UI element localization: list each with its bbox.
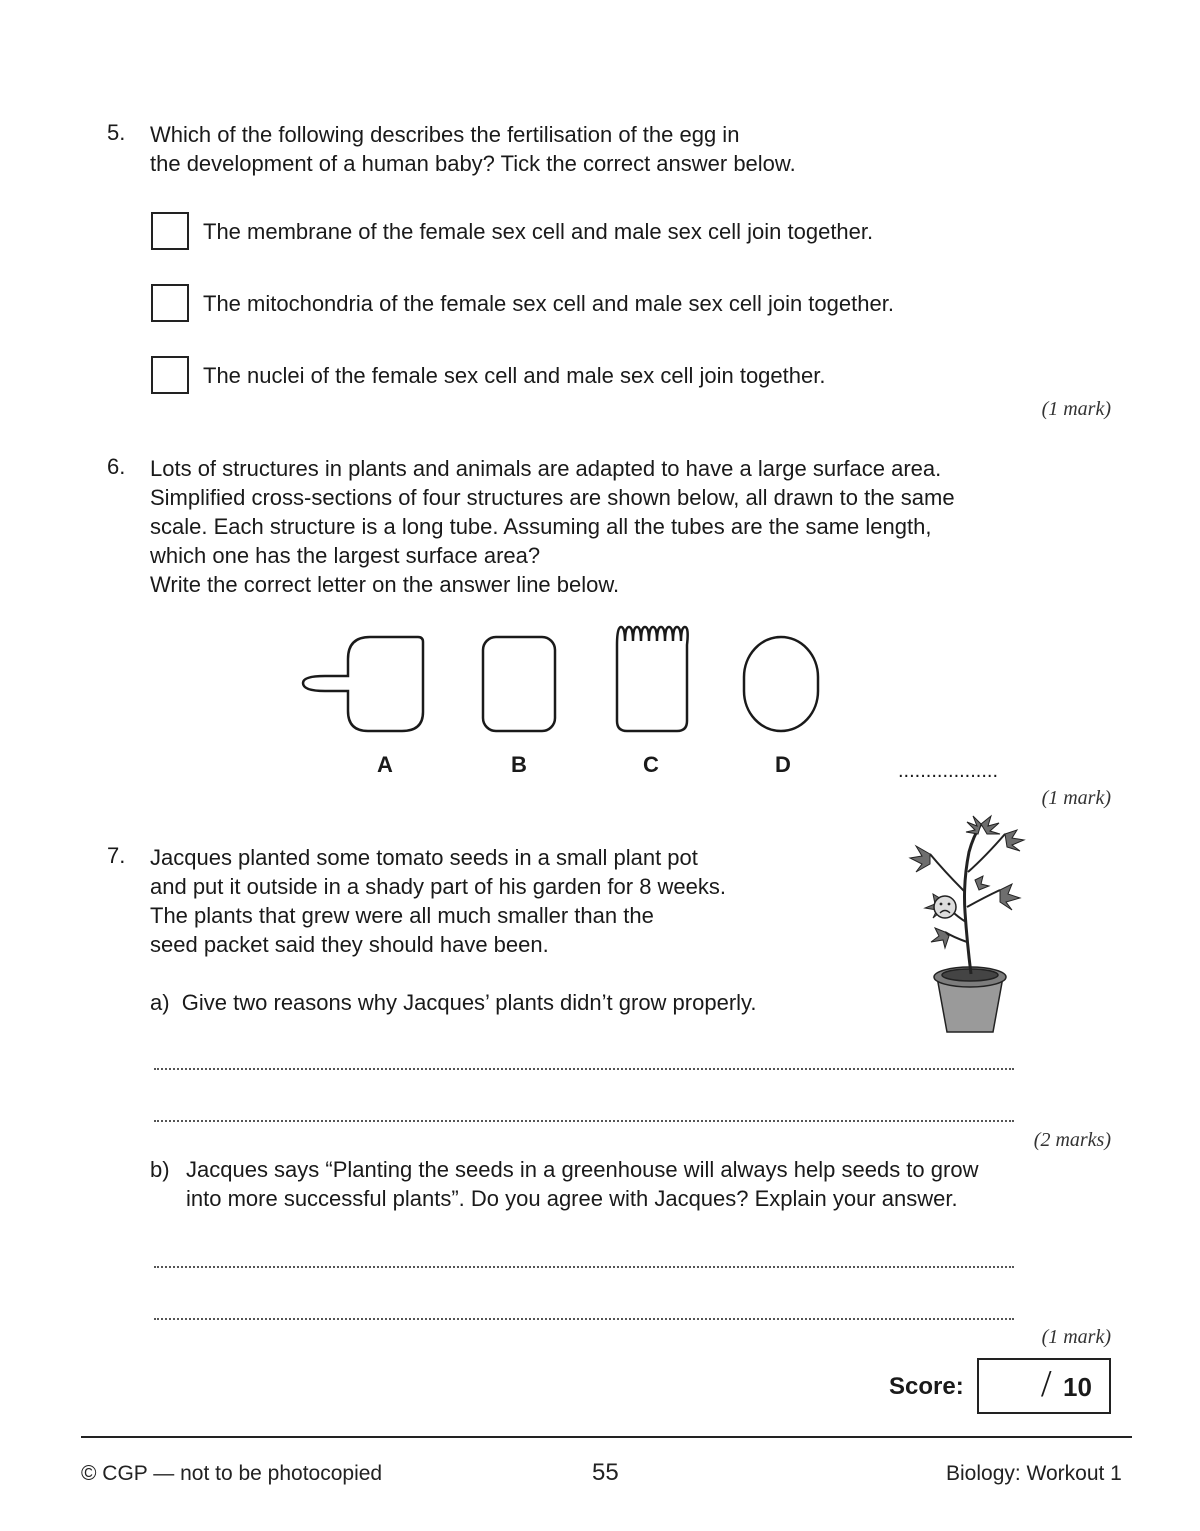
q7-number: 7. xyxy=(107,843,126,868)
q7b-answer-line-2[interactable] xyxy=(154,1314,1014,1320)
shape-d xyxy=(744,637,818,731)
q7b-line-2: into more successful plants”. Do you agree with Jacques? Explain your answer. xyxy=(186,1186,958,1211)
score-box[interactable] xyxy=(977,1358,1111,1414)
q7-line-1: Jacques planted some tomato seeds in a small plant pot xyxy=(150,845,698,870)
q6-question xyxy=(150,454,955,599)
q6-mark: (1 mark) xyxy=(1041,787,1111,809)
shape-label-c: C xyxy=(643,752,659,777)
q7a-part xyxy=(150,988,757,1017)
q7-question xyxy=(150,843,726,959)
q7-line-3: The plants that grew were all much smaller than the xyxy=(150,903,654,928)
q5-option-3-checkbox[interactable] xyxy=(151,356,189,394)
q7a-label: a) xyxy=(150,990,170,1015)
q5-question xyxy=(150,120,796,178)
q6-answer-line[interactable]: .................. xyxy=(898,760,999,782)
q7-line-4: seed packet said they should have been. xyxy=(150,932,549,957)
q5-option-1-label: The membrane of the female sex cell and male sex cell join together. xyxy=(203,219,874,244)
q7a-answer-line-1[interactable] xyxy=(154,1064,1014,1070)
wilting-tomato-plant-icon xyxy=(905,812,1030,1037)
q7a-text: Give two reasons why Jacques’ plants didn’t grow properly. xyxy=(181,990,757,1015)
q5-number: 5. xyxy=(107,120,126,145)
q5-option-3-label: The nuclei of the female sex cell and male sex cell join together. xyxy=(203,363,826,388)
q5-line-1: Which of the following describes the fertilisation of the egg in xyxy=(150,122,740,147)
q7b-line-1: Jacques says “Planting the seeds in a greenhouse will always help seeds to grow xyxy=(186,1157,979,1182)
q6-line-2: Simplified cross-sections of four structures are shown below, all drawn to the same xyxy=(150,485,955,510)
q6-line-4: which one has the largest surface area? xyxy=(150,543,541,568)
shape-b xyxy=(483,637,555,731)
q7b-answer-line-1[interactable] xyxy=(154,1262,1014,1268)
footer-copyright: © CGP — not to be photocopied xyxy=(81,1462,383,1485)
q7b-mark: (1 mark) xyxy=(1041,1326,1111,1348)
shape-label-b: B xyxy=(511,752,527,777)
score-total: 10 xyxy=(1063,1372,1092,1402)
q7-line-2: and put it outside in a shady part of his garden for 8 weeks. xyxy=(150,874,727,899)
q6-line-1: Lots of structures in plants and animals are adapted to have a large surface area. xyxy=(150,456,942,481)
q5-option-2-checkbox[interactable] xyxy=(151,284,189,322)
shape-c xyxy=(617,627,688,731)
q5-line-2: the development of a human baby? Tick the correct answer below. xyxy=(150,151,796,176)
q5-option-1-checkbox[interactable] xyxy=(151,212,189,250)
q5-option-2-label: The mitochondria of the female sex cell and male sex cell join together. xyxy=(203,291,894,316)
q5-mark: (1 mark) xyxy=(1041,398,1111,420)
q7a-mark: (2 marks) xyxy=(1033,1129,1111,1151)
q7b-label: b) xyxy=(150,1157,170,1182)
score-slash: / xyxy=(1041,1363,1052,1405)
q6-number: 6. xyxy=(107,454,126,479)
shape-label-d: D xyxy=(775,752,791,777)
footer-book-title: Biology: Workout 1 xyxy=(946,1462,1122,1485)
footer-divider xyxy=(81,1436,1132,1438)
q7b-question xyxy=(186,1155,978,1213)
cross-section-diagram xyxy=(285,615,830,740)
shape-label-a: A xyxy=(377,752,393,777)
shape-a xyxy=(303,637,423,731)
q7a-answer-line-2[interactable] xyxy=(154,1116,1014,1122)
page-number: 55 xyxy=(592,1459,619,1486)
score-label: Score: xyxy=(889,1373,964,1400)
q6-line-5: Write the correct letter on the answer line below. xyxy=(150,572,620,597)
q6-line-3: scale. Each structure is a long tube. Assuming all the tubes are the same length, xyxy=(150,514,932,539)
